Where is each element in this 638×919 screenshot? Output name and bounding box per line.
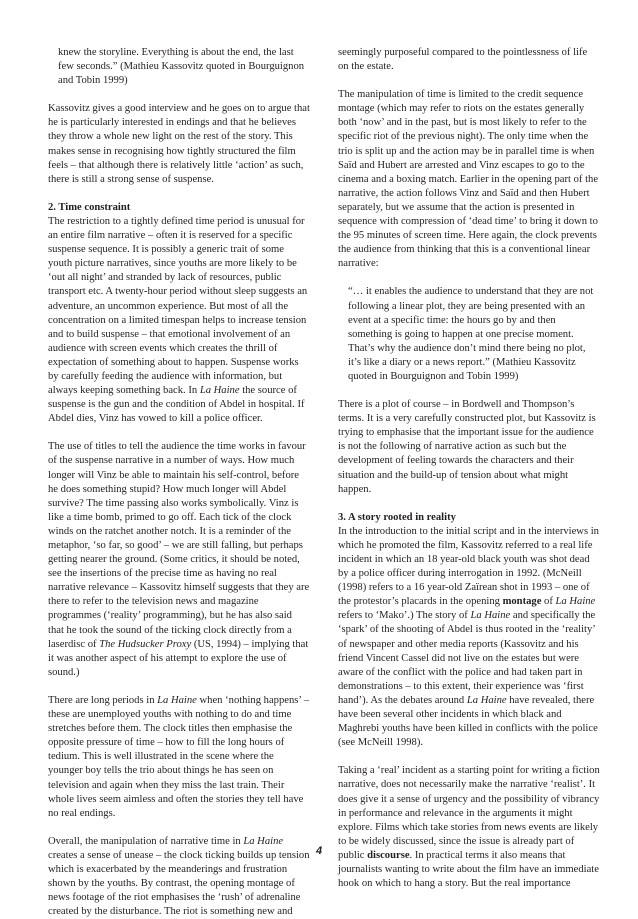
section-heading-reality: 3. A story rooted in reality bbox=[338, 511, 456, 523]
keyword-discourse: discourse bbox=[367, 849, 410, 861]
document-page bbox=[48, 46, 600, 918]
paragraph-overall: Overall, the manipulation of narrative time in La Haine creates a sense of unease – the clock ticking builds up tension which is exacerbated by the meanderings and frustration shown by the youths. By contrast, the opening montage of news footage of the riot emphasises the ‘rush’ of adrenaline created by the disturbance. The riot is something new and bbox=[48, 835, 310, 918]
paragraph-real-starting-point: Taking a ‘real’ incident as a starting point for writing a fiction narrative, does not necessarily make the narrative ‘realist’. It does give it a sense of urgency and the possibility of vibrancy in performance and relevance in the arguments it might explore. Films which take stories from news events are likely to be widely discussed, since the issue is already part of public discourse. In practical terms it also means that journalists wanting to write about the film have an immediate hook on which to hang a story. But the real importance bbox=[338, 765, 600, 890]
paragraph-titles: The use of titles to tell the audience the time works in favour of the suspense narrative in a number of ways. How much longer will Vinz be able to maintain his self-control, before he does something stupid? How much longer will Abdel survive? The time passing also works symbolically. Vinz is like a time bomb, primed to go off. Each tick of the clock winds on the ratchet another notch. It is a reminder of the metaphor, ‘so far, so good’ – we are still falling, but perhaps getting nearer the ground. (Some critics, it should be noted, see the insertions of the precise time as having no real narrative relevance – Kassovitz himself suggests that they are there to refer to the television news and magazine programmes (‘reality’ programming), but he has also said that he took the sound of the ticking clock directly from a laserdisc of The Hudsucker Proxy (US, 1994) – implying that it was another aspect of his attempt to explore the use of sound.) bbox=[48, 441, 310, 678]
film-title: La Haine bbox=[157, 694, 197, 706]
kassovitz-quote-ending: knew the storyline. Everything is about the end, the last few seconds.” (Mathieu Kassovitz quoted in Bourguignon and Tobin 1999) bbox=[58, 47, 305, 87]
film-title: The Hudsucker Proxy bbox=[99, 638, 192, 650]
film-title: La Haine bbox=[243, 835, 284, 847]
paragraph-real-incident: In the introduction to the initial script and in the interviews in which he promoted the film, Kassovitz referred to a real life incident in which an 18 year-old black youth was shot dead by a police officer during interrogation in 1992. (McNeill (1998) refers to a 16 year-old Zaïrean shot in 1993 – one of the protestor’s placards in the opening montage of La Haine refers to ‘Mako’.) The story of La Haine and specifically the ‘spark’ of the shooting of Abdel is thus rooted in the ‘reality’ of newspaper and other media reports (Kassovitz and his friend Vincent Cassel did not live on the estates but were aware of the conflict with the police and had taken part in demonstrations – to this extent, their experience was ‘first hand’). As the debates around La Haine have revealed, there have been several other incidents in which black and Maghrebi youths have been killed in conflicts with the police (see McNeill 1998). bbox=[338, 525, 599, 749]
kassovitz-quote-linear-plot: “… it enables the audience to understand that they are not following a linear plot, they are being presented with an event at a specific time: the hours go by and then something is going to happen at one precise moment. That’s why the audience don’t mind there being no plot, it’s like a diary or a news report.” (Mathieu Kassovitz quoted in Bourguignon and Tobin 1999) bbox=[348, 286, 594, 382]
right-column bbox=[338, 46, 600, 890]
left-column bbox=[48, 46, 310, 918]
page-number: 4 bbox=[315, 845, 323, 857]
film-title: La Haine bbox=[555, 596, 596, 608]
paragraph-plot: There is a plot of course – in Bordwell and Thompson’s terms. It is a very carefully constructed plot, but Kassovitz is trying to emphasise that the important issue for the audience is not the following of narrative action as such but the development of feeling towards the characters and their situation and the build-up of tension about what might happen. bbox=[338, 399, 596, 495]
paragraph-interview: Kassovitz gives a good interview and he goes on to argue that he is particularly interested in endings and that he believes they throw a whole new light on the rest of the story. This makes sense in recognising how tightly structured the film feels – that although there is relatively little ‘action’ as such, there is still a strong sense of suspense. bbox=[48, 103, 310, 185]
keyword-montage: montage bbox=[502, 596, 542, 608]
paragraph-time-period: The restriction to a tightly defined time period is unusual for an entire film narrative – often it is reserved for a specific suspense sequence. It is possibly a generic trait of some youth picture narratives, since youths are more likely to be ‘out all night’ and stranded by lack of resources, public transport etc. A twenty-hour period without sleep suggests an adventure, an uncommon experience. But most of all the concentration on a limited timespan helps to increase tension and to build suspense – that emotional involvement of an audience with screen events which creates the thrill of expectation of something about to happen. Suspense works by carefully feeding the audience with information, but always keeping something back. In La Haine the source of suspense is the gun and the condition of Abdel in hospital. If Abdel dies, Vinz has vowed to kill a police officer. bbox=[48, 215, 308, 425]
paragraph-nothing-happens: There are long periods in La Haine when ‘nothing happens’ – these are unemployed youths with nothing to do and time stretches before them. The clock titles then emphasise the opposite pressure of time – how to fill the long hours of tedium. This is well illustrated in the scene where the younger boy tells the trio about things he has seen on television and again when they miss the last train. Their whole lives seem aimless and often the stories they tell have no real endings. bbox=[48, 694, 310, 819]
film-title: La Haine bbox=[466, 694, 507, 706]
paragraph-purposeful: seemingly purposeful compared to the pointlessness of life on the estate. bbox=[338, 47, 588, 73]
film-title: La Haine bbox=[470, 610, 511, 622]
paragraph-manipulation: The manipulation of time is limited to the credit sequence montage (which may refer to riots on the estates generally both ‘now’ and in the past, but is most likely to refer to the specific riot of the previous night). The only time when the trio is split up and the action may be in parallel time is when Saïd and Hubert are arrested and Vinz escapes to go to the cinema and a boxing match. Earlier in the opening part of the narrative, the action follows Vinz and Saïd and then Hubert separately, but we assume that the action is presented in sequence with compression of ‘dead time’ to bring it down to the 95 minutes of screen time. Here again, the clock prevents the audience from thinking that this is a conventional linear narrative: bbox=[338, 89, 599, 270]
film-title: La Haine bbox=[199, 385, 240, 397]
section-heading-time-constraint: 2. Time constraint bbox=[48, 201, 131, 213]
